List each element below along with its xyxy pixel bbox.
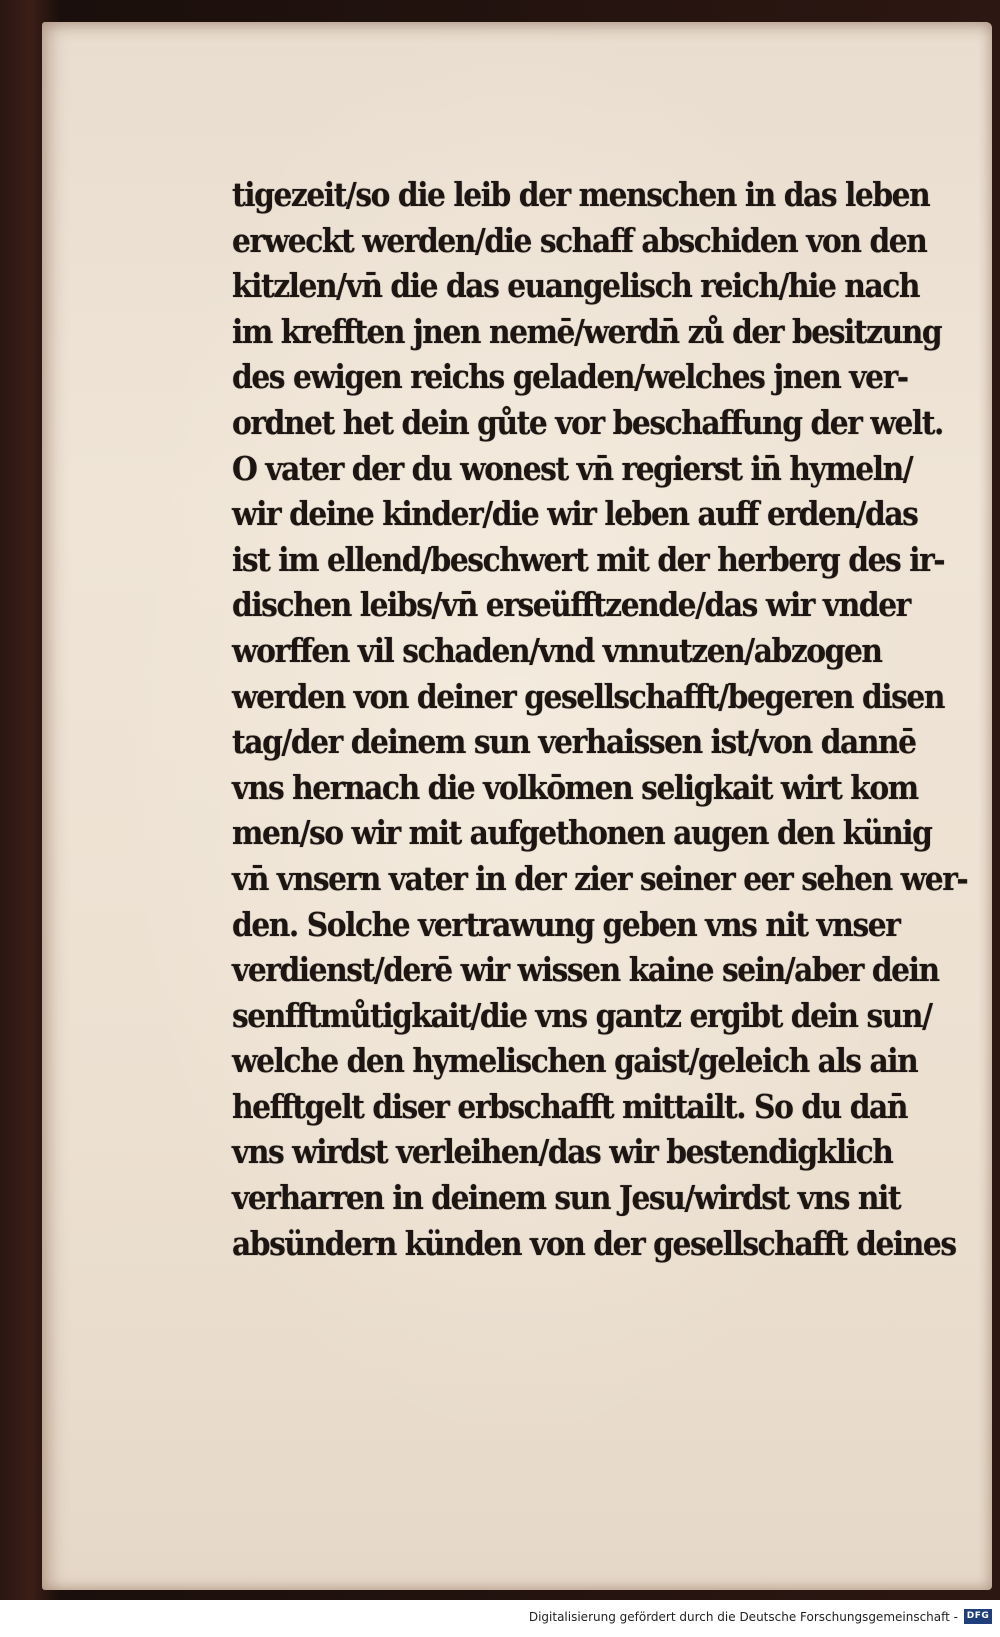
text-line: absündern künden von der gesellschafft deines xyxy=(232,1223,956,1263)
book-page xyxy=(42,22,992,1590)
text-line: O vater der du wonest vn̄ regierst in̄ hymeln/ xyxy=(232,448,913,488)
funding-credit: Digitalisierung gefördert durch die Deutsche Forschungsgemeinschaft - xyxy=(528,1610,958,1624)
text-line: erweckt werden/die schaff abschiden von den xyxy=(232,220,927,260)
text-line: ordnet het dein gůte vor beschaffung der welt. xyxy=(232,402,943,442)
text-line: tag/der deinem sun verhaissen ist/von dannē xyxy=(232,722,916,762)
text-line: werden von deiner gesellschafft/begeren disen xyxy=(232,676,944,716)
text-line: worffen vil schaden/vnd vnnutzen/abzogen xyxy=(232,630,882,670)
text-line: ist im ellend/beschwert mit der herberg des ir- xyxy=(232,539,945,579)
text-line: des ewigen reichs geladen/welches jnen ver- xyxy=(232,357,908,397)
text-line: den. Solche vertrawung geben vns nit vnser xyxy=(232,904,900,944)
dfg-logo-icon: DFG xyxy=(964,1609,992,1624)
text-line: vns wirdst verleihen/das wir bestendigklich xyxy=(232,1132,893,1172)
text-line: vn̄ vnsern vater in der zier seiner eer sehen wer- xyxy=(232,858,968,898)
text-line: verharren in deinem sun Jesu/wirdst vns nit xyxy=(232,1178,901,1218)
text-line: vns hernach die volkōmen seligkait wirt kom xyxy=(232,767,918,807)
text-line: verdienst/derē wir wissen kaine sein/aber dein xyxy=(232,950,939,990)
text-line: senfftmůtigkait/die vns gantz ergibt dein sun/ xyxy=(232,995,932,1035)
text-line: hefftgelt diser erbschafft mittailt. So du dan̄ xyxy=(232,1086,907,1126)
text-line: kitzlen/vn̄ die das euangelisch reich/hie nach xyxy=(232,266,920,306)
footer-bar xyxy=(0,1600,1000,1637)
text-line: wir deine kinder/die wir leben auff erden/das xyxy=(232,494,918,534)
text-line: tigezeit/so die leib der menschen in das leben xyxy=(232,175,930,214)
text-block xyxy=(232,172,977,1266)
text-line: welche den hymelischen gaist/geleich als ain xyxy=(232,1041,918,1081)
text-line: men/so wir mit aufgethonen augen den künig xyxy=(232,813,932,853)
text-line: im krefften jnen nemē/werdn̄ zů der besitzung xyxy=(232,311,942,351)
text-line: dischen leibs/vn̄ erseüfftzende/das wir vnder xyxy=(232,585,910,625)
